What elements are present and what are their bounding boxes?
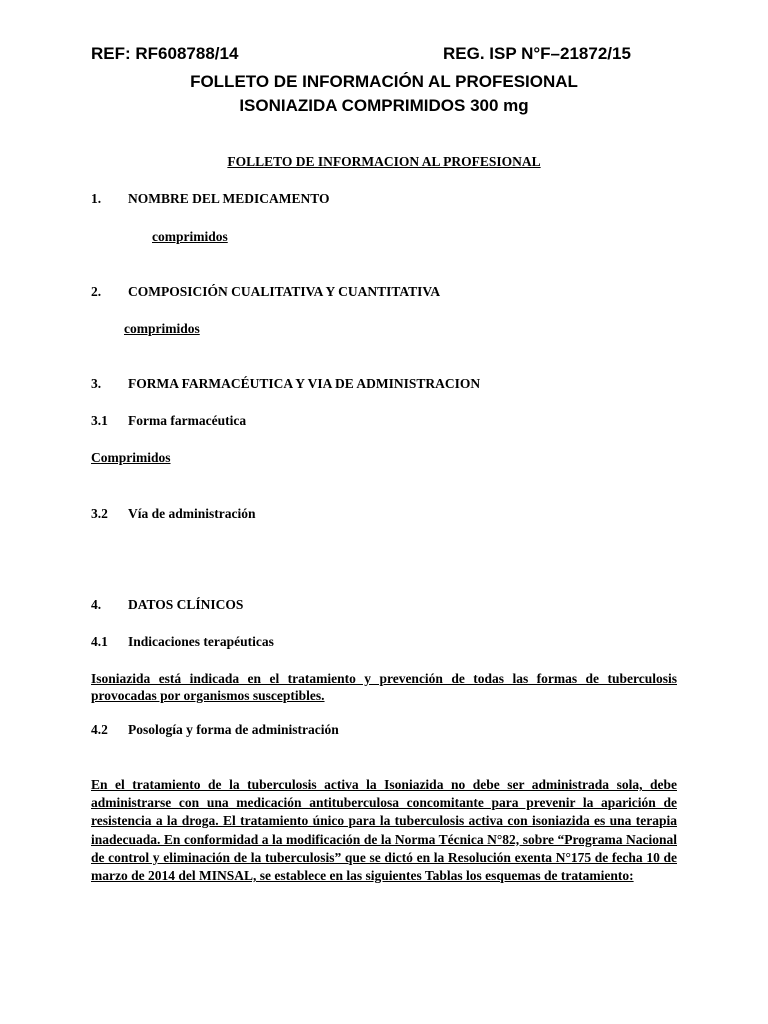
section-4-1-content: Isoniazida está indicada en el tratamiento y prevención de todas las formas de tuberculosis provocadas por organismos susceptibles. [91,671,677,703]
section-4-1-heading [91,633,677,650]
section-title: Posología y forma de administración [128,722,339,737]
header-product: ISONIAZIDA COMPRIMIDOS 300 mg [239,96,529,115]
section-number: 3.1 [91,413,108,428]
section-title: COMPOSICIÓN CUALITATIVA Y CUANTITATIVA [128,284,441,299]
section-number: 3. [91,376,102,391]
ref-number: REF: RF608788/14 [91,44,239,63]
section-2-heading [91,283,677,300]
section-title: NOMBRE DEL MEDICAMENTO [128,191,330,206]
section-1-heading [91,190,677,207]
section-number: 1. [91,191,102,206]
section-3-1-heading [91,412,677,429]
section-3-1-content: Comprimidos [91,450,171,465]
section-title: FORMA FARMACÉUTICA Y VIA DE ADMINISTRACION [128,376,481,391]
section-title: Forma farmacéutica [128,413,247,428]
section-1-content: comprimidos [152,229,228,244]
header-title: FOLLETO DE INFORMACIÓN AL PROFESIONAL [190,72,578,91]
section-3-heading [91,375,677,392]
section-number: 3.2 [91,506,108,521]
document-title: FOLLETO DE INFORMACION AL PROFESIONAL [227,154,541,169]
section-2-content: comprimidos [124,321,200,336]
section-title: Vía de administración [128,506,256,521]
section-3-2-heading [91,505,677,522]
registration-number: REG. ISP N°F–21872/15 [443,44,631,63]
section-title: Indicaciones terapéuticas [128,634,274,649]
section-number: 4. [91,597,102,612]
section-title: DATOS CLÍNICOS [128,597,244,612]
section-4-heading [91,596,677,613]
section-4-2-heading [91,721,677,738]
page-header [0,44,768,118]
section-4-2-content: En el tratamiento de la tuberculosis activa la Isoniazida no debe ser administrada sola, debe administrarse con una medicación antituberculosa concomitante para prevenir la aparición de resistencia a la droga. El tratamiento único para la tuberculosis activa con isoniazida es una terapia inadecuada. En conformidad a la modificación de la Norma Técnica N°82, sobre “Programa Nacional de control y eliminación de la tuberculosis” que se dictó en la Resolución exenta N°175 de fecha 10 de marzo de 2014 del MINSAL, se establece en las siguientes Tablas los esquemas de tratamiento: [91,777,677,884]
section-number: 4.2 [91,722,108,737]
section-number: 4.1 [91,634,108,649]
section-number: 2. [91,284,102,299]
